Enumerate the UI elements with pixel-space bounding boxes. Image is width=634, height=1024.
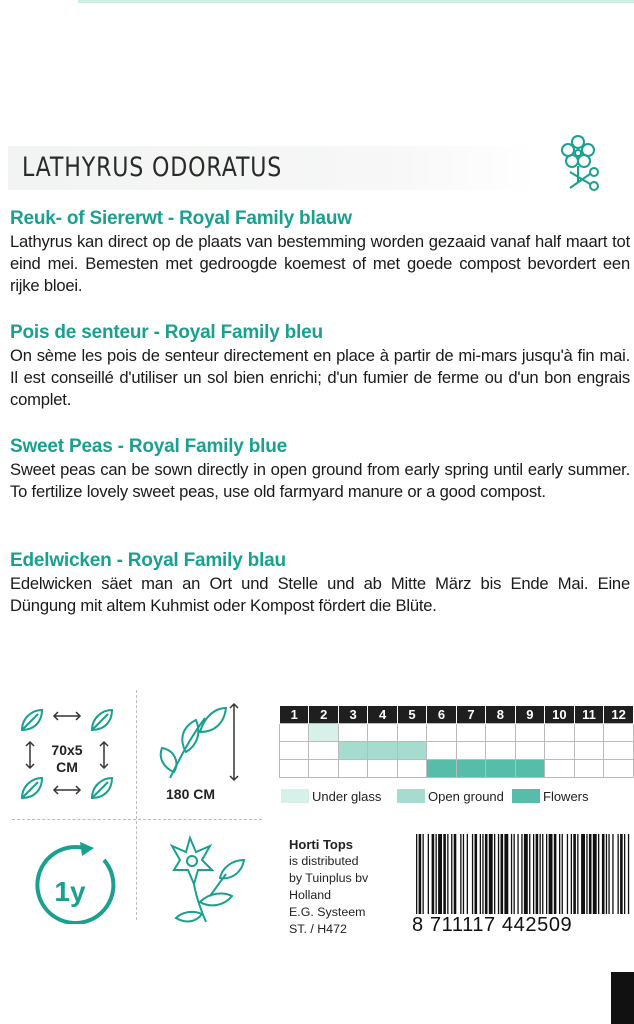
legend-open-ground: Open ground <box>397 789 504 804</box>
calendar-cell <box>456 724 485 742</box>
section-text-german: Edelwicken säet man an Ort und Stelle und ab Mitte März bis Ende Mai. Eine Düngung mit altem Kuhmist oder Kompost fördert die Blüte. <box>10 574 630 615</box>
calendar-cell <box>338 760 367 778</box>
section-text-english: Sweet peas can be sown directly in open ground from early spring until early summer. To fertilize lovely sweet peas, use old farmyard manure or a good compost. <box>10 460 630 501</box>
calendar-cell <box>309 742 338 760</box>
legend-swatch-under <box>281 789 309 803</box>
calendar-cell <box>397 724 426 742</box>
calendar-cell <box>545 724 575 742</box>
spacing-value: 70x5 CM <box>51 742 83 775</box>
calendar-row-flowers <box>280 760 634 778</box>
month-10: 10 <box>545 706 575 724</box>
calendar-cell <box>486 742 515 760</box>
calendar-header-row <box>280 706 634 724</box>
calendar-cell <box>309 724 338 742</box>
calendar-cell <box>397 760 426 778</box>
section-text-dutch: Lathyrus kan direct op de plaats van bestemming worden gezaaid vanaf half maart tot eind mei. Bemesten met gedroogde koemest of met goede compost bevordert een rijke bloei. <box>10 232 630 295</box>
calendar-cell <box>309 760 338 778</box>
calendar-cell <box>427 760 456 778</box>
height-value: 180 CM <box>166 786 216 802</box>
month-8: 8 <box>486 706 515 724</box>
section-dutch <box>10 207 630 297</box>
calendar-cell <box>515 760 544 778</box>
section-text-french: On sème les pois de senteur directement en place à partir de mi-mars jusqu'à fin mai. Il est conseillé d'utiliser un sol bien enrichi; d'un fumier de ferme ou d'un bon engrais complet. <box>10 346 630 409</box>
month-11: 11 <box>574 706 604 724</box>
section-german <box>10 549 630 617</box>
month-5: 5 <box>397 706 426 724</box>
divider-horizontal <box>12 819 262 820</box>
legend-swatch-flowers <box>512 789 540 803</box>
calendar-cell <box>486 760 515 778</box>
barcode-digits: 8 711117 442509 <box>412 914 573 936</box>
calendar-cell <box>397 742 426 760</box>
calendar-cell <box>486 724 515 742</box>
calendar-cell <box>456 760 485 778</box>
month-12: 12 <box>604 706 634 724</box>
legend-under-glass: Under glass <box>281 789 381 804</box>
calendar-row-open-ground <box>280 742 634 760</box>
section-title-german: Edelwicken - Royal Family blau <box>10 550 286 571</box>
month-7: 7 <box>456 706 485 724</box>
calendar-cell <box>368 724 397 742</box>
section-french <box>10 321 630 411</box>
distributor-line: E.G. Systeem <box>289 905 366 919</box>
calendar-row-under-glass <box>280 724 634 742</box>
flower-scissors-icon <box>556 132 606 196</box>
corner-mark <box>611 972 634 1024</box>
calendar-cell <box>515 724 544 742</box>
calendar-cell <box>338 724 367 742</box>
cycle-value: 1y <box>54 876 86 907</box>
divider-vertical <box>136 690 137 920</box>
legend-swatch-open <box>397 789 425 803</box>
calendar-cell <box>574 760 604 778</box>
distributor-info <box>289 836 368 938</box>
calendar-cell <box>545 742 575 760</box>
section-title-dutch: Reuk- of Siererwt - Royal Family blauw <box>10 208 352 229</box>
legend-flowers: Flowers <box>512 789 589 804</box>
barcode <box>414 834 630 914</box>
calendar-cell <box>515 742 544 760</box>
section-title-french: Pois de senteur - Royal Family bleu <box>10 322 323 343</box>
calendar-cell <box>368 760 397 778</box>
sowing-calendar <box>279 706 634 778</box>
month-3: 3 <box>338 706 367 724</box>
calendar-cell <box>604 724 634 742</box>
flowering-plant-icon <box>150 830 260 926</box>
growing-icons <box>0 690 270 1024</box>
month-2: 2 <box>309 706 338 724</box>
distributor-line: is distributed <box>289 854 359 868</box>
calendar-cell <box>427 742 456 760</box>
calendar-cell <box>280 724 309 742</box>
calendar-cell <box>280 760 309 778</box>
calendar-cell <box>280 742 309 760</box>
calendar-cell <box>604 760 634 778</box>
calendar-cell <box>456 742 485 760</box>
plant-height-icon <box>150 698 250 786</box>
top-rule <box>78 0 634 3</box>
section-title-english: Sweet Peas - Royal Family blue <box>10 436 287 457</box>
calendar-cell <box>604 742 634 760</box>
month-4: 4 <box>368 706 397 724</box>
species-title: LATHYRUS ODORATUS <box>22 152 283 183</box>
distributor-line: ST. / H472 <box>289 922 347 936</box>
distributor-line: Holland <box>289 888 332 902</box>
month-9: 9 <box>515 706 544 724</box>
title-banner <box>8 146 540 190</box>
calendar-cell <box>545 760 575 778</box>
calendar-cell <box>427 724 456 742</box>
month-1: 1 <box>280 706 309 724</box>
calendar-cell <box>574 742 604 760</box>
calendar-cell <box>368 742 397 760</box>
section-english <box>10 435 630 503</box>
brand-name: Horti Tops <box>289 837 354 852</box>
calendar-cell <box>574 724 604 742</box>
distributor-line: by Tuinplus bv <box>289 871 369 885</box>
month-6: 6 <box>427 706 456 724</box>
calendar-cell <box>338 742 367 760</box>
